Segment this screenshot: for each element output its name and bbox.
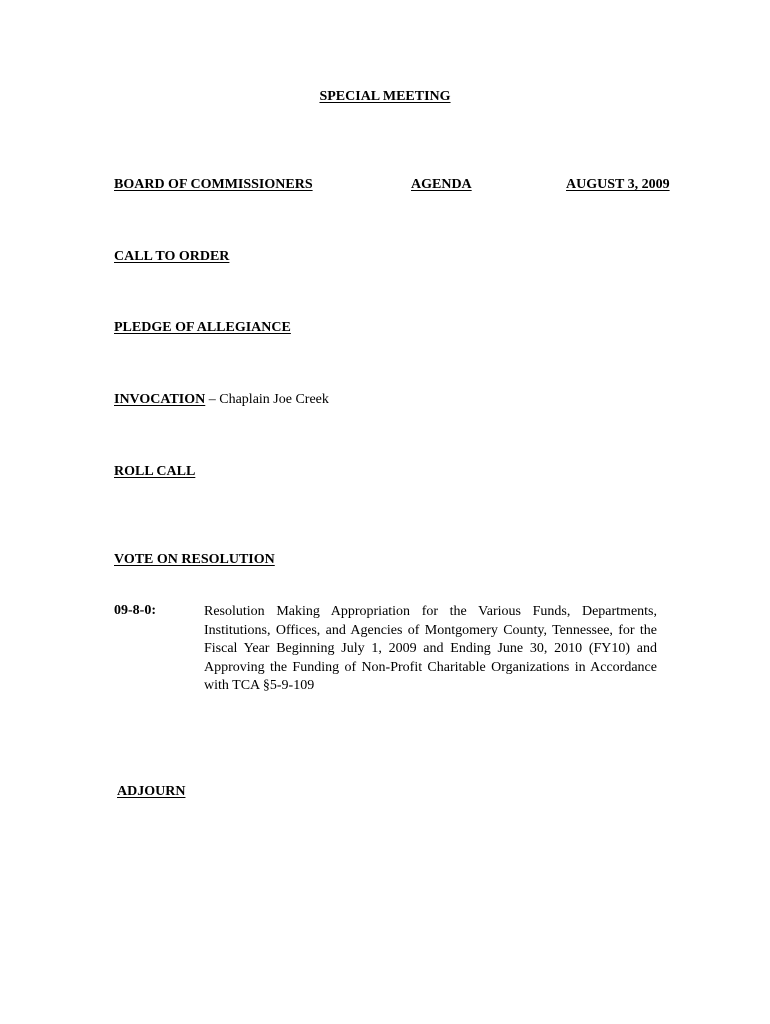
- page-title: SPECIAL MEETING: [319, 89, 451, 104]
- meeting-date: AUGUST 3, 2009: [566, 177, 670, 192]
- pledge-heading: PLEDGE OF ALLEGIANCE: [114, 320, 291, 335]
- invocation-heading: INVOCATION: [114, 392, 206, 407]
- adjourn-heading: ADJOURN: [117, 784, 186, 799]
- resolution-number: 09-8-0:: [114, 603, 156, 618]
- invocation-detail: – Chaplain Joe Creek: [205, 392, 329, 407]
- call-to-order-heading: CALL TO ORDER: [114, 249, 230, 264]
- roll-call-heading: ROLL CALL: [114, 464, 196, 479]
- vote-on-resolution-heading: VOTE ON RESOLUTION: [114, 552, 275, 567]
- resolution-text: Resolution Making Appropriation for the Various Funds, Departments, Institutions, Offices, and Agencies of Montgomery County, Tennessee, for the Fiscal Year Beginning July 1, 2009 and Ending June 30, 2010 (FY10) and Approving the Funding of Non-Profit Charitable Organizations in Accordance with TCA §5-9-109: [204, 604, 657, 693]
- invocation-item: [114, 392, 329, 408]
- board-heading: BOARD OF COMMISSIONERS: [114, 177, 313, 192]
- agenda-heading: AGENDA: [411, 177, 472, 192]
